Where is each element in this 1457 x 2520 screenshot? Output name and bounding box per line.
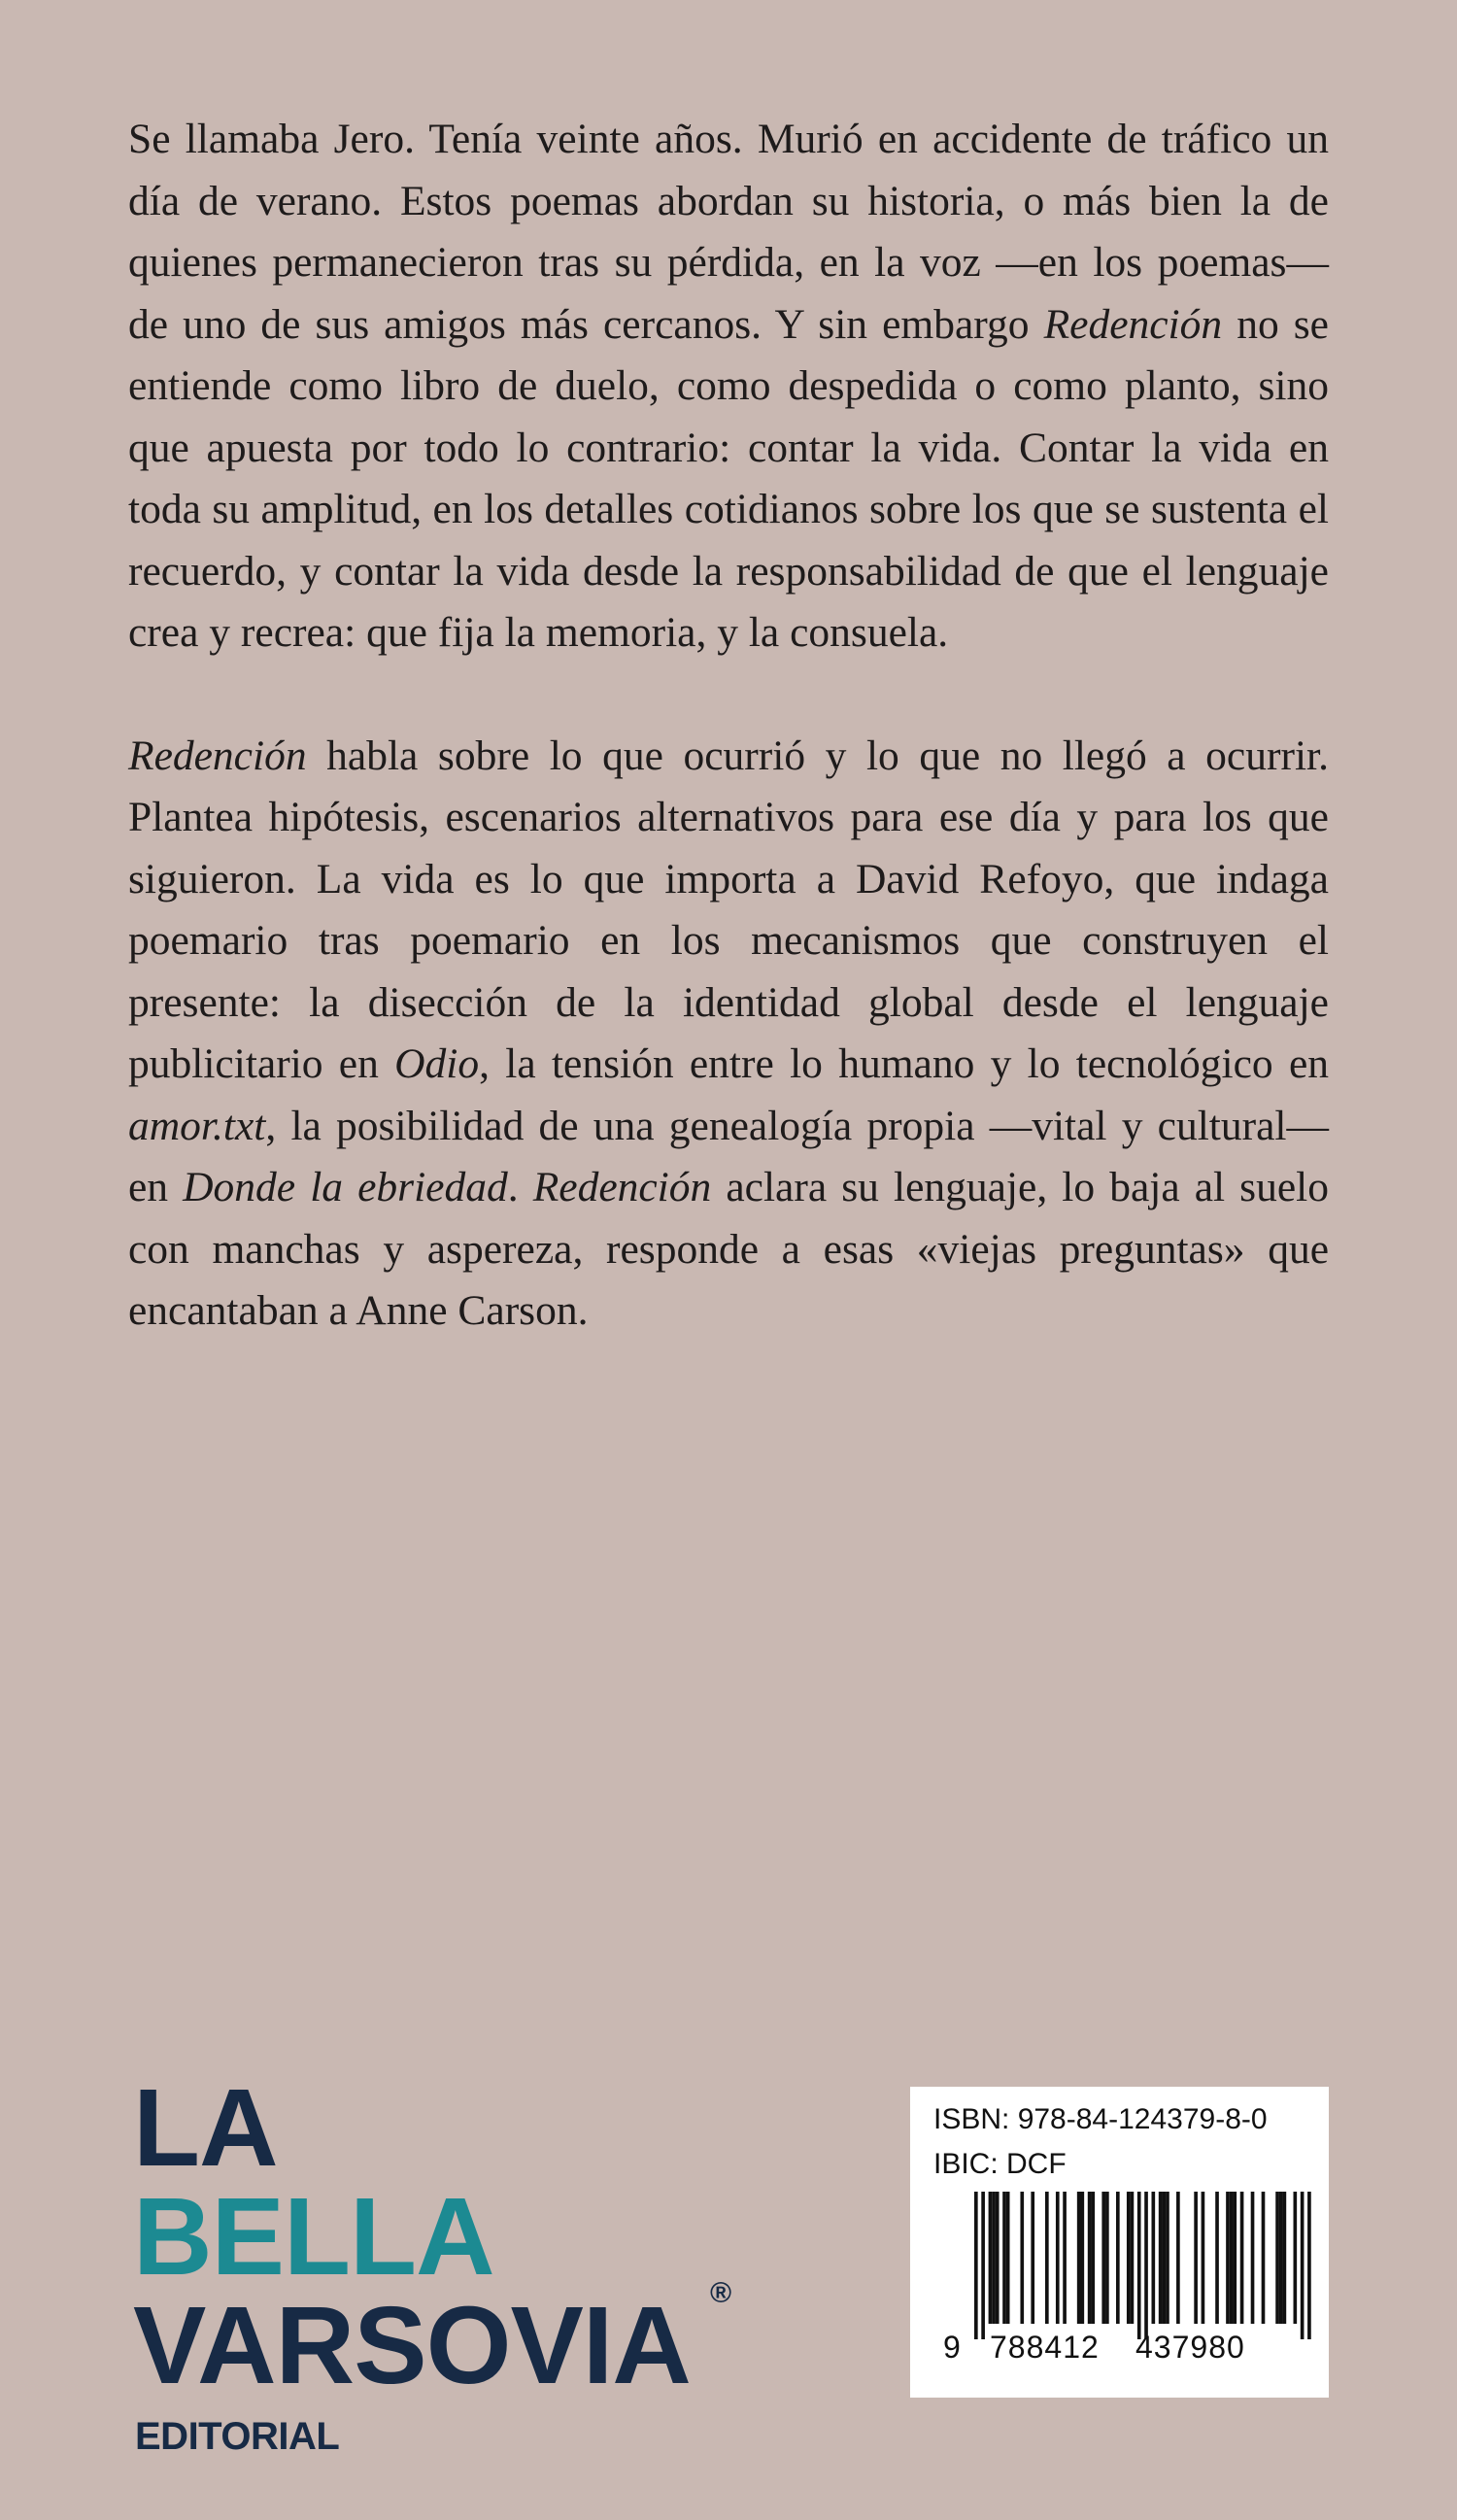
isbn-text: ISBN: 978-84-124379-8-0 — [933, 2103, 1268, 2135]
logo-subtitle-editorial: EDITORIAL — [135, 2415, 340, 2458]
barcode-digits-left: 788412 — [990, 2330, 1100, 2365]
barcode-bar — [1215, 2192, 1219, 2324]
barcode-bar — [1063, 2192, 1067, 2324]
barcode-bar — [1159, 2192, 1163, 2324]
barcode-bar — [996, 2192, 1000, 2324]
back-cover-blurb — [128, 109, 1329, 1343]
blurb-text-run: . — [507, 1164, 533, 1210]
barcode-bar — [1176, 2192, 1180, 2324]
barcode-bar — [1202, 2192, 1205, 2324]
blurb-text-run: aclara su lenguaje, lo baja al suelo con manchas y aspereza, responde a esas «viejas preguntas» que encantaban a Anne Carson. — [128, 1164, 1330, 1334]
logo-line-bella: BELLA — [133, 2175, 494, 2298]
blurb-text-run: , la posibilidad de una genealogía propia —vital y cultural— en — [128, 1102, 1329, 1210]
book-title-italic: Redención — [532, 1164, 712, 1210]
barcode-bar — [1091, 2192, 1095, 2324]
barcode-bar — [1131, 2192, 1135, 2324]
book-title-italic: amor.txt — [128, 1102, 266, 1149]
blurb-text-run: no se entiende como libro de duelo, como despedida o como planto, sino que apuesta por todo lo contrario: contar la vida. Contar la vida en toda su amplitud, en los detalles cotidianos sobre los que se sustenta el recuerdo, y contar la vida desde la responsabilidad de que el lenguaje crea y recrea: que fija la memoria, y la consuela. — [128, 300, 1329, 656]
ibic-text: IBIC: DCF — [933, 2148, 1067, 2180]
blurb-text-run: habla sobre lo que ocurrió y lo que no llegó a ocurrir. Plantea hipótesis, escenarios alternativos para ese día y para los que siguieron. La vida es lo que importa a David Refoyo, que indaga poemario tras poemario en los mecanismos que construyen el presente: la disección de la identidad global desde el lenguaje publicitario en — [128, 732, 1329, 1087]
barcode-bar — [1307, 2192, 1311, 2339]
barcode-bar — [1101, 2192, 1105, 2324]
barcode-bar — [1020, 2192, 1024, 2324]
barcode-bar — [1137, 2192, 1141, 2339]
book-title-italic: Redención — [128, 732, 307, 779]
barcode-bar — [1116, 2192, 1120, 2324]
book-title-italic: Odio — [394, 1040, 480, 1087]
barcode-bar — [1230, 2192, 1234, 2324]
registered-trademark-icon: ® — [710, 2277, 732, 2309]
barcode-bar — [1279, 2192, 1283, 2324]
blurb-text-run: Se llamaba Jero. Tenía veinte años. Murió en accidente de tráfico un día de verano. Estos poemas abordan su historia, o más bien la de quienes permanecieron tras su pérdida, en la voz —en los poemas— de uno de sus amigos más cercanos. Y sin embargo — [128, 116, 1329, 348]
barcode-bar — [1226, 2192, 1230, 2324]
barcode-bar — [1240, 2192, 1244, 2324]
logo-line-la: LA — [133, 2066, 278, 2189]
barcode-digits-right: 437980 — [1135, 2330, 1245, 2365]
barcode-bar — [1152, 2192, 1156, 2324]
barcode-bar — [1275, 2192, 1279, 2324]
barcode-bar — [1301, 2192, 1305, 2339]
isbn-barcode-label — [910, 2087, 1329, 2398]
publisher-logo — [133, 2066, 755, 2458]
barcode-bar — [981, 2192, 985, 2339]
barcode-bar — [1045, 2192, 1049, 2324]
barcode-bar — [1233, 2192, 1237, 2324]
blurb-text-run: , la tensión entre lo humano y lo tecnológico en — [479, 1040, 1329, 1087]
barcode-bar — [1081, 2192, 1085, 2324]
barcode-bar — [1105, 2192, 1109, 2324]
barcode-bar — [1262, 2192, 1266, 2324]
barcode-bar — [989, 2192, 993, 2324]
barcode-bar — [1283, 2192, 1287, 2324]
barcode-bar — [1162, 2192, 1166, 2324]
barcode-bar — [1006, 2192, 1010, 2324]
book-title-italic: Redención — [1043, 300, 1223, 348]
barcode-bar — [1251, 2192, 1255, 2324]
barcode-bar — [1088, 2192, 1092, 2324]
book-title-italic: Donde la ebriedad — [183, 1164, 508, 1210]
barcode-bar — [1166, 2192, 1169, 2324]
barcode-bar — [1031, 2192, 1034, 2324]
barcode-bar — [1056, 2192, 1060, 2324]
barcode-bar — [1194, 2192, 1198, 2324]
barcode-bar — [992, 2192, 996, 2324]
barcode-bar — [1294, 2192, 1298, 2324]
barcode-bar — [1002, 2192, 1006, 2324]
blurb-paragraph-2 — [128, 726, 1329, 1343]
barcode-bar — [974, 2192, 978, 2339]
barcode-bars-icon — [910, 2087, 1329, 2398]
barcode-digit-first: 9 — [943, 2330, 962, 2365]
barcode-bar — [1077, 2192, 1081, 2324]
barcode-bar — [1144, 2192, 1148, 2339]
logo-line-varsovia: VARSOVIA — [133, 2284, 691, 2406]
blurb-paragraph-1 — [128, 109, 1329, 664]
barcode-bar — [1127, 2192, 1131, 2324]
